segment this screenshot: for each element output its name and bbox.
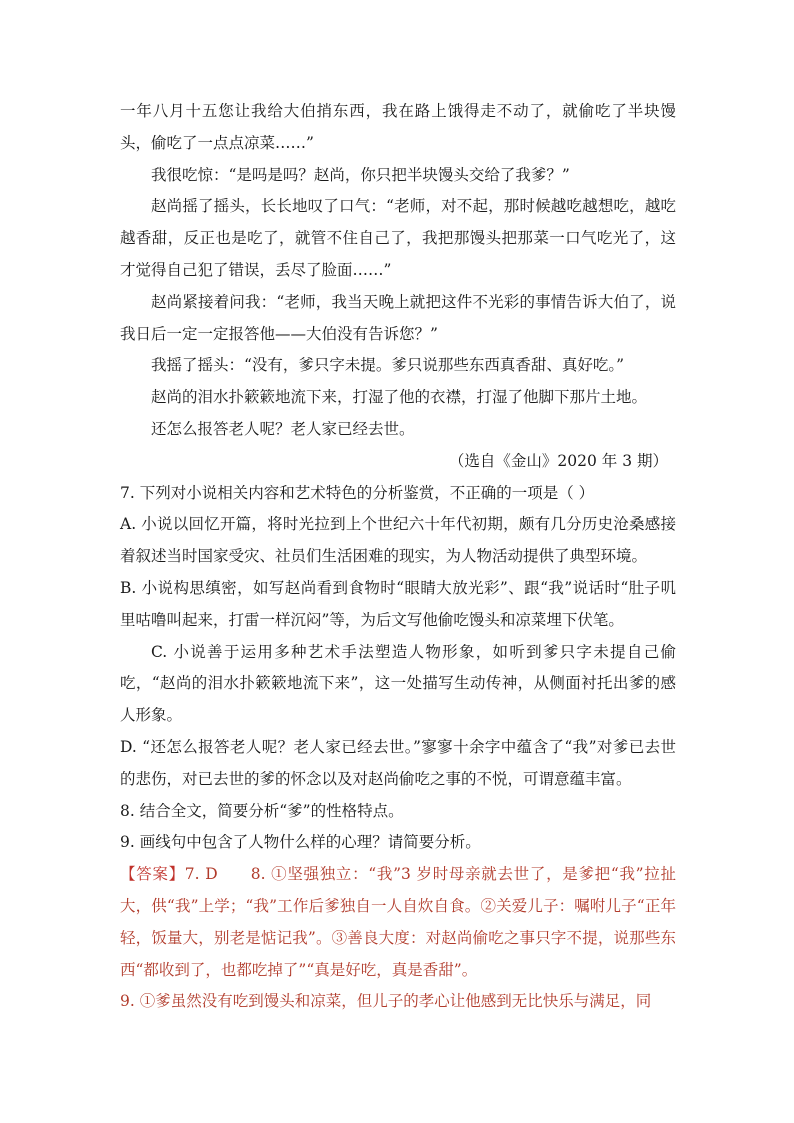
story-paragraph-6: 赵尚的泪水扑簌簌地流下来，打湿了他的衣襟，打湿了他脚下那片土地。 (151, 388, 648, 407)
question-7-option-c: C. 小说善于运用多种艺术手法塑造人物形象，如听到爹只字未提自己偷吃，“赵尚的泪水扑簌簌地流下来”，这一处描写生动传神，从侧面衬托出爹的感人形象。 (120, 642, 676, 725)
question-7-option-d: D. “还怎么报答老人呢？老人家已经去世。”寥寥十余字中蕴含了“我”对爹已去世的悲伤，对已去世的爹的怀念以及对赵尚偷吃之事的不悦，可谓意蕴丰富。 (120, 737, 676, 788)
story-paragraph-2: 我很吃惊：“是吗是吗？赵尚，你只把半块馒头交给了我爹？” (151, 165, 570, 184)
answer-block (120, 859, 676, 986)
story-paragraph-1: 一年八月十五您让我给大伯捎东西，我在路上饿得走不动了，就偷吃了半块馒头，偷吃了一点点凉菜……” (120, 102, 676, 152)
answer-tag: 【答案】 (120, 865, 185, 884)
story-paragraph-7: 还怎么报答老人呢？老人家已经去世。 (151, 419, 415, 438)
question-8: 8. 结合全文，简要分析“爹”的性格特点。 (120, 801, 404, 820)
answer-7: 7. D (184, 865, 218, 884)
answer-8: 8. ①坚强独立：“我”3 岁时母亲就去世了，是爹把“我”拉扯大，供“我”上学；“我”工作后爹独自一人自炊自食。②关爱儿子：嘱咐儿子“正年轻，饭量大，别老是惦记我”。③善良大度：对赵尚偷吃之事只字不提，说那些东西“都收到了，也都吃掉了”“真是好吃，真是香甜”。 (120, 865, 676, 979)
answer-9: 9. ①爹虽然没有吃到馒头和凉菜，但儿子的孝心让他感到无比快乐与满足，同 (120, 992, 652, 1011)
story-paragraph-5: 我摇了摇头：“没有，爹只字未提。爹只说那些东西真香甜、真好吃。” (151, 356, 625, 375)
source-citation: （选自《金山》2020 年 3 期） (448, 451, 668, 470)
question-9: 9. 画线句中包含了人物什么样的心理？请简要分析。 (120, 833, 481, 852)
question-7: 7. 下列对小说相关内容和艺术特色的分析鉴赏，不正确的一项是（ ） (120, 483, 595, 502)
story-paragraph-3: 赵尚摇了摇头，长长地叹了口气：“老师，对不起，那时候越吃越想吃，越吃越香甜，反正也是吃了，就管不住自己了，我把那馒头把那菜一口气吃光了，这才觉得自己犯了错误，丢尽了脸面……” (120, 197, 676, 279)
story-paragraph-4: 赵尚紧接着问我：“老师，我当天晚上就把这件不光彩的事情告诉大伯了，说我日后一定一定报答他——大伯没有告诉您？” (120, 292, 676, 343)
question-7-option-b: B. 小说构思缜密，如写赵尚看到食物时“眼睛大放光彩”、跟“我”说话时“肚子叽里咕噜叫起来，打雷一样沉闷”等，为后文写他偷吃馒头和凉菜埋下伏笔。 (120, 578, 676, 629)
document-body (120, 96, 676, 1018)
question-7-option-a: A. 小说以回忆开篇，将时光拉到上个世纪六十年代初期，颇有几分历史沧桑感接着叙述当时国家受灾、社员们生活困难的现实，为人物活动提供了典型环境。 (120, 515, 676, 566)
